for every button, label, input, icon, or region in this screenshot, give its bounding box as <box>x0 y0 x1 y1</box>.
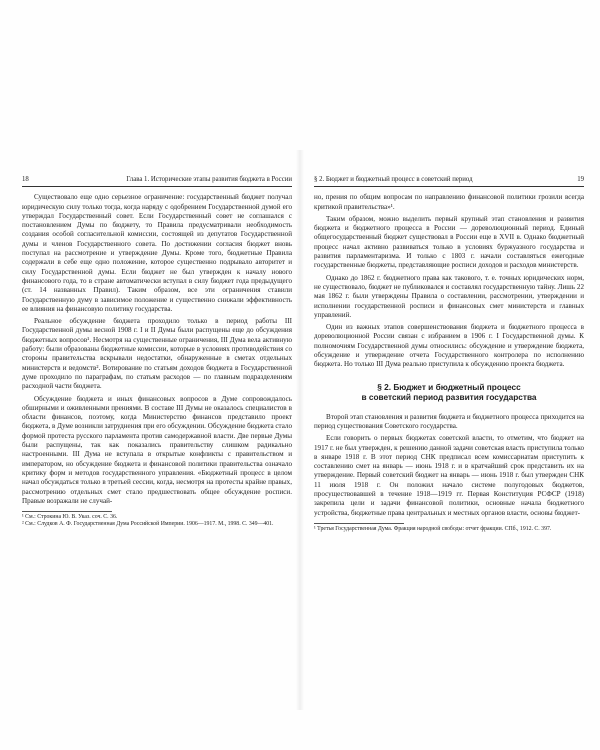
left-paragraph: Существовало еще одно серьезное ограничение: государственный бюджет получал юридическую силу только тогда, когда наряду с одобрением Государственной думой его утверждал Государственный совет. Если Государственный совет не соглашался с постановлением Думы по бюджету, то Правила предусматривали необходимость создания особой согласительной комиссии, состоящей из депутатов Государственной думы и членов Государственного совета. По достижении согласия бюджет вновь поступал на рассмотрение и утверждение Думы. Кроме того, бюджетные Правила содержали в себе еще одно положение, которое существенно подрывало авторитет и силу Государственной думы. Если бюджет не был утвержден к началу нового финансового года, то в стране автоматически вступал в силу бюджет года предыдущего (ст. 14 названных Правил). Таким образом, все эти ограничения ставили Государственную думу в зависимое положение и существенно снижали эффективность ее влияния на финансовую политику государства. <box>22 193 292 313</box>
footnote: ² См.: Слудков А. Ф. Государственная Дума Российской Империи. 1906—1917. М., 1998. С. 349—401. <box>22 521 274 528</box>
right-running-head <box>314 175 584 187</box>
left-running-title: Глава 1. Исторические этапы развития бюджета в России <box>126 176 292 183</box>
book-gutter <box>296 150 304 710</box>
right-paragraph: Если говорить о первых бюджетах советской власти, то отметим, что бюджет на 1917 г. не был утвержден, к решению данной задачи советская власть приступила только в январе 1918 г. В этот период СНК предписал всем комиссариатам приступить к составлению смет на январь — июнь 1918 г. и в кратчайший срок представить их на утверждение. Первый советский бюджет на январь — июнь 1918 г. был утвержден СНК 11 июля 1918 г. Он положил начало системе полугодовых бюджетов, просуществовавшей в течение 1918—1919 гг. Первая Конституция РСФСР (1918) закрепила цели и задачи финансовой политики, основные начала бюджетного устройства, бюджетные права центральных и местных органов власти, основы бюджет- <box>314 434 584 517</box>
footnote: ¹ См.: Строкина Ю. В. Указ. соч. С. 36. <box>22 514 118 521</box>
right-page <box>314 175 584 675</box>
left-footnotes <box>22 511 274 529</box>
right-paragraph: Однако до 1862 г. бюджетного права как такового, т. е. точных юридических норм, не существовало, бюджет не публиковался и составлял государственную тайну. Лишь 22 мая 1862 г. были утверждены Правила о составлении, рассмотрении, утверждении и исполнении государственной росписи и финансовых смет министерств и главных управлений. <box>314 273 584 319</box>
right-paragraph: Один из важных этапов совершенствования бюджета и бюджетного процесса в дореволюционной России связан с избранием в 1906 г. I Государственной думы. К полномочиям Государственной думы относились: обсуждение и утверждение бюджета, обсуждение и утверждение отчета Государственного контролера по исполнению бюджета. Но только III Дума реально приступила к обсуждению проекта бюджета. <box>314 323 584 369</box>
right-paragraph: Второй этап становления и развития бюджета и бюджетного процесса приходится на период существования Советского государства. <box>314 412 584 430</box>
section-heading <box>314 382 584 403</box>
footnote: ¹ Третья Государственная Дума. Фракция народной свободы: отчет фракции. СПб., 1912. С. 397. <box>314 525 552 532</box>
right-footnotes <box>314 523 552 533</box>
left-page-number: 18 <box>22 176 29 183</box>
left-paragraph: Реальное обсуждение бюджета проходило только в период работы III Государственной думы весной 1908 г. I и II Думы были распущены еще до обсуждения бюджетных вопросов¹. Несмотря на существенные ограничения, III Дума вела активную работу: были образованы бюджетные комиссии, которые в условиях противодействия со стороны правительства вскрывали недостатки, обнаруженные в сметах отдельных министерств и ведомств². Вотирование по статьям доходов бюджета в Государственной думе проходило по параграфам, по статьям расходов — по главным подразделениям расходной части бюджета. <box>22 317 292 391</box>
right-paragraph: но, прения по общим вопросам по направлению финансовой политики грозили всегда критикой правительства»¹. <box>314 193 584 211</box>
section-heading-line: § 2. Бюджет и бюджетный процесс <box>377 381 521 392</box>
right-running-title: § 2. Бюджет и бюджетный процесс в советский период <box>314 176 473 183</box>
left-page <box>22 175 292 675</box>
left-paragraph: Обсуждение бюджета и иных финансовых вопросов в Думе сопровождалось обширными и оживленными прениями. В составе III Думы не оказалось специалистов в области финансов, поэтому, когда Министерство финансов представило проект бюджета, в Думе возникли затруднения при его обсуждении. Обсуждение бюджета стало формой протеста русского парламента против самодержавной власти. Две первые Думы были распущены, так как показались правительству слишком радикально настроенными. III Дума не вступала в открытые конфликты с правительством и императором, но обсуждение бюджета и финансовой политики правительства означало критику форм и методов государственного управления. «Бюджетный процесс в целом начал обсуждаться только в третьей сессии, когда, несмотря на протесты крайне правых, рассмотрению отдельных смет стало предшествовать общее обсуждение росписи. Правые возражали не случай- <box>22 394 292 505</box>
right-paragraph: Таким образом, можно выделить первый крупный этап становления и развития бюджета и бюджетного процесса в России — дореволюционный период. Единый общегосударственный бюджет существовал в России еще в XVII в. Однако бюджетный процесс начал активно развиваться только в условиях буржуазного государства и развития парламентаризма. И только с 1803 г. начали составляться ежегодные государственные бюджеты, представляющие росписи доходов и расходов министерств. <box>314 214 584 270</box>
section-heading-line: в советский период развития государства <box>361 392 537 403</box>
right-page-number: 19 <box>577 176 584 183</box>
left-running-head <box>22 175 292 187</box>
